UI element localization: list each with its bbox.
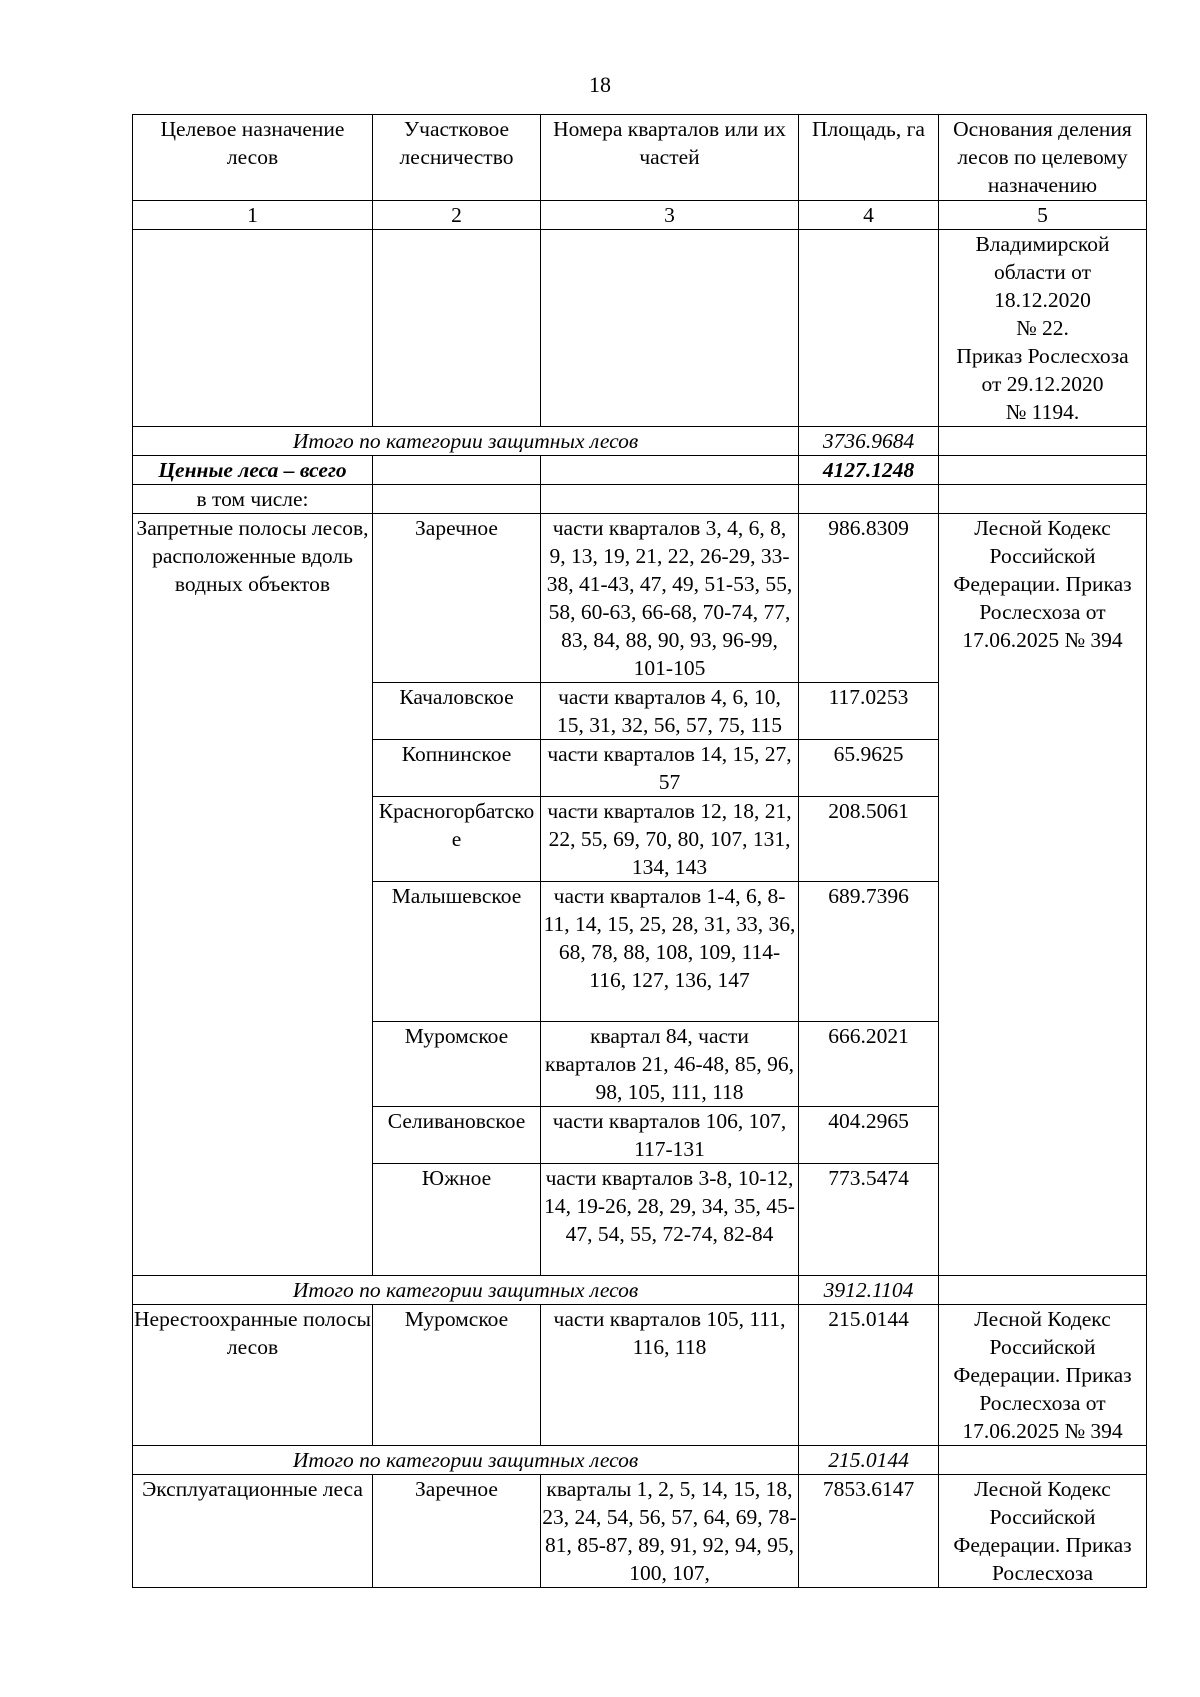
- subtotal-area: 3736.9684: [799, 427, 939, 456]
- forestry-cell: Копнинское: [373, 740, 541, 797]
- quarters-cell: квартал 84, части кварталов 21, 46-48, 85, 96, 98, 105, 111, 118: [541, 1022, 799, 1107]
- header-forestry: Участковое лесничество: [373, 115, 541, 201]
- quarters-cell: части кварталов 1-4, 6, 8-11, 14, 15, 25, 28, 31, 33, 36, 68, 78, 88, 108, 109, 114-116, 127, 136, 147: [541, 882, 799, 1022]
- quarters-cell: части кварталов 105, 111, 116, 118: [541, 1305, 799, 1446]
- subtotal-area: 3912.1104: [799, 1276, 939, 1305]
- forestry-cell: Муромское: [373, 1022, 541, 1107]
- table-row: [133, 1475, 1147, 1588]
- header-basis: Основания деления лесов по целевому назначению: [939, 115, 1147, 201]
- continued-basis: Владимирской области от 18.12.2020 № 22. Приказ Рослесхоза от 29.12.2020 № 1194.: [939, 230, 1147, 427]
- subtotal-row: [133, 1276, 1147, 1305]
- subtotal-row: [133, 1446, 1147, 1475]
- quarters-cell: части кварталов 14, 15, 27, 57: [541, 740, 799, 797]
- area-cell: 404.2965: [799, 1107, 939, 1164]
- area-cell: 773.5474: [799, 1164, 939, 1276]
- area-cell: 986.8309: [799, 514, 939, 683]
- area-cell: 7853.6147: [799, 1475, 939, 1588]
- including-row: [133, 485, 1147, 514]
- subtotal-label: Итого по категории защитных лесов: [133, 427, 799, 456]
- forestry-cell: Заречное: [373, 514, 541, 683]
- header-row: [133, 115, 1147, 201]
- forestry-cell: Красногорбатское: [373, 797, 541, 882]
- header-num-2: 2: [373, 201, 541, 230]
- subtotal-label: Итого по категории защитных лесов: [133, 1276, 799, 1305]
- quarters-cell: части кварталов 106, 107, 117-131: [541, 1107, 799, 1164]
- header-num-3: 3: [541, 201, 799, 230]
- header-quarters: Номера кварталов или их частей: [541, 115, 799, 201]
- forestry-cell: Заречное: [373, 1475, 541, 1588]
- valuable-forests-row: [133, 456, 1147, 485]
- forest-division-table: [132, 114, 1147, 1588]
- area-cell: 65.9625: [799, 740, 939, 797]
- forestry-cell: Южное: [373, 1164, 541, 1276]
- basis-cell: Лесной Кодекс Российской Федерации. Приказ Рослесхоза: [939, 1475, 1147, 1588]
- table-row: [133, 1305, 1147, 1446]
- area-cell: 208.5061: [799, 797, 939, 882]
- quarters-cell: части кварталов 12, 18, 21, 22, 55, 69, 70, 80, 107, 131, 134, 143: [541, 797, 799, 882]
- purpose-cell: Запретные полосы лесов, расположенные вдоль водных объектов: [133, 514, 373, 1276]
- quarters-cell: кварталы 1, 2, 5, 14, 15, 18, 23, 24, 54, 56, 57, 64, 69, 78-81, 85-87, 89, 91, 92, 94, 95, 100, 107,: [541, 1475, 799, 1588]
- area-cell: 117.0253: [799, 683, 939, 740]
- quarters-cell: части кварталов 4, 6, 10, 15, 31, 32, 56, 57, 75, 115: [541, 683, 799, 740]
- forestry-cell: Качаловское: [373, 683, 541, 740]
- forestry-cell: Муромское: [373, 1305, 541, 1446]
- continuation-row: [133, 230, 1147, 427]
- header-area: Площадь, га: [799, 115, 939, 201]
- quarters-cell: части кварталов 3, 4, 6, 8, 9, 13, 19, 21, 22, 26-29, 33-38, 41-43, 47, 49, 51-53, 55, 58, 60-63, 66-68, 70-74, 77, 83, 84, 88, 90, 93, 96-99, 101-105: [541, 514, 799, 683]
- quarters-cell: части кварталов 3-8, 10-12, 14, 19-26, 28, 29, 34, 35, 45-47, 54, 55, 72-74, 82-84: [541, 1164, 799, 1276]
- basis-cell: Лесной Кодекс Российской Федерации. Приказ Рослесхоза от 17.06.2025 № 394: [939, 514, 1147, 1276]
- forestry-cell: Малышевское: [373, 882, 541, 1022]
- forestry-cell: Селивановское: [373, 1107, 541, 1164]
- basis-cell: Лесной Кодекс Российской Федерации. Приказ Рослесхоза от 17.06.2025 № 394: [939, 1305, 1147, 1446]
- area-cell: 215.0144: [799, 1305, 939, 1446]
- purpose-cell: Нерестоохранные полосы лесов: [133, 1305, 373, 1446]
- header-purpose: Целевое назначение лесов: [133, 115, 373, 201]
- subtotal-label: Итого по категории защитных лесов: [133, 1446, 799, 1475]
- valuable-forests-area: 4127.1248: [799, 456, 939, 485]
- header-num-4: 4: [799, 201, 939, 230]
- including-label: в том числе:: [133, 485, 373, 514]
- header-number-row: [133, 201, 1147, 230]
- header-num-5: 5: [939, 201, 1147, 230]
- area-cell: 689.7396: [799, 882, 939, 1022]
- table-row: [133, 514, 1147, 683]
- subtotal-row: [133, 427, 1147, 456]
- purpose-cell: Эксплуатационные леса: [133, 1475, 373, 1588]
- subtotal-area: 215.0144: [799, 1446, 939, 1475]
- header-num-1: 1: [133, 201, 373, 230]
- page-number: 18: [589, 72, 611, 97]
- valuable-forests-label: Ценные леса – всего: [133, 456, 373, 485]
- area-cell: 666.2021: [799, 1022, 939, 1107]
